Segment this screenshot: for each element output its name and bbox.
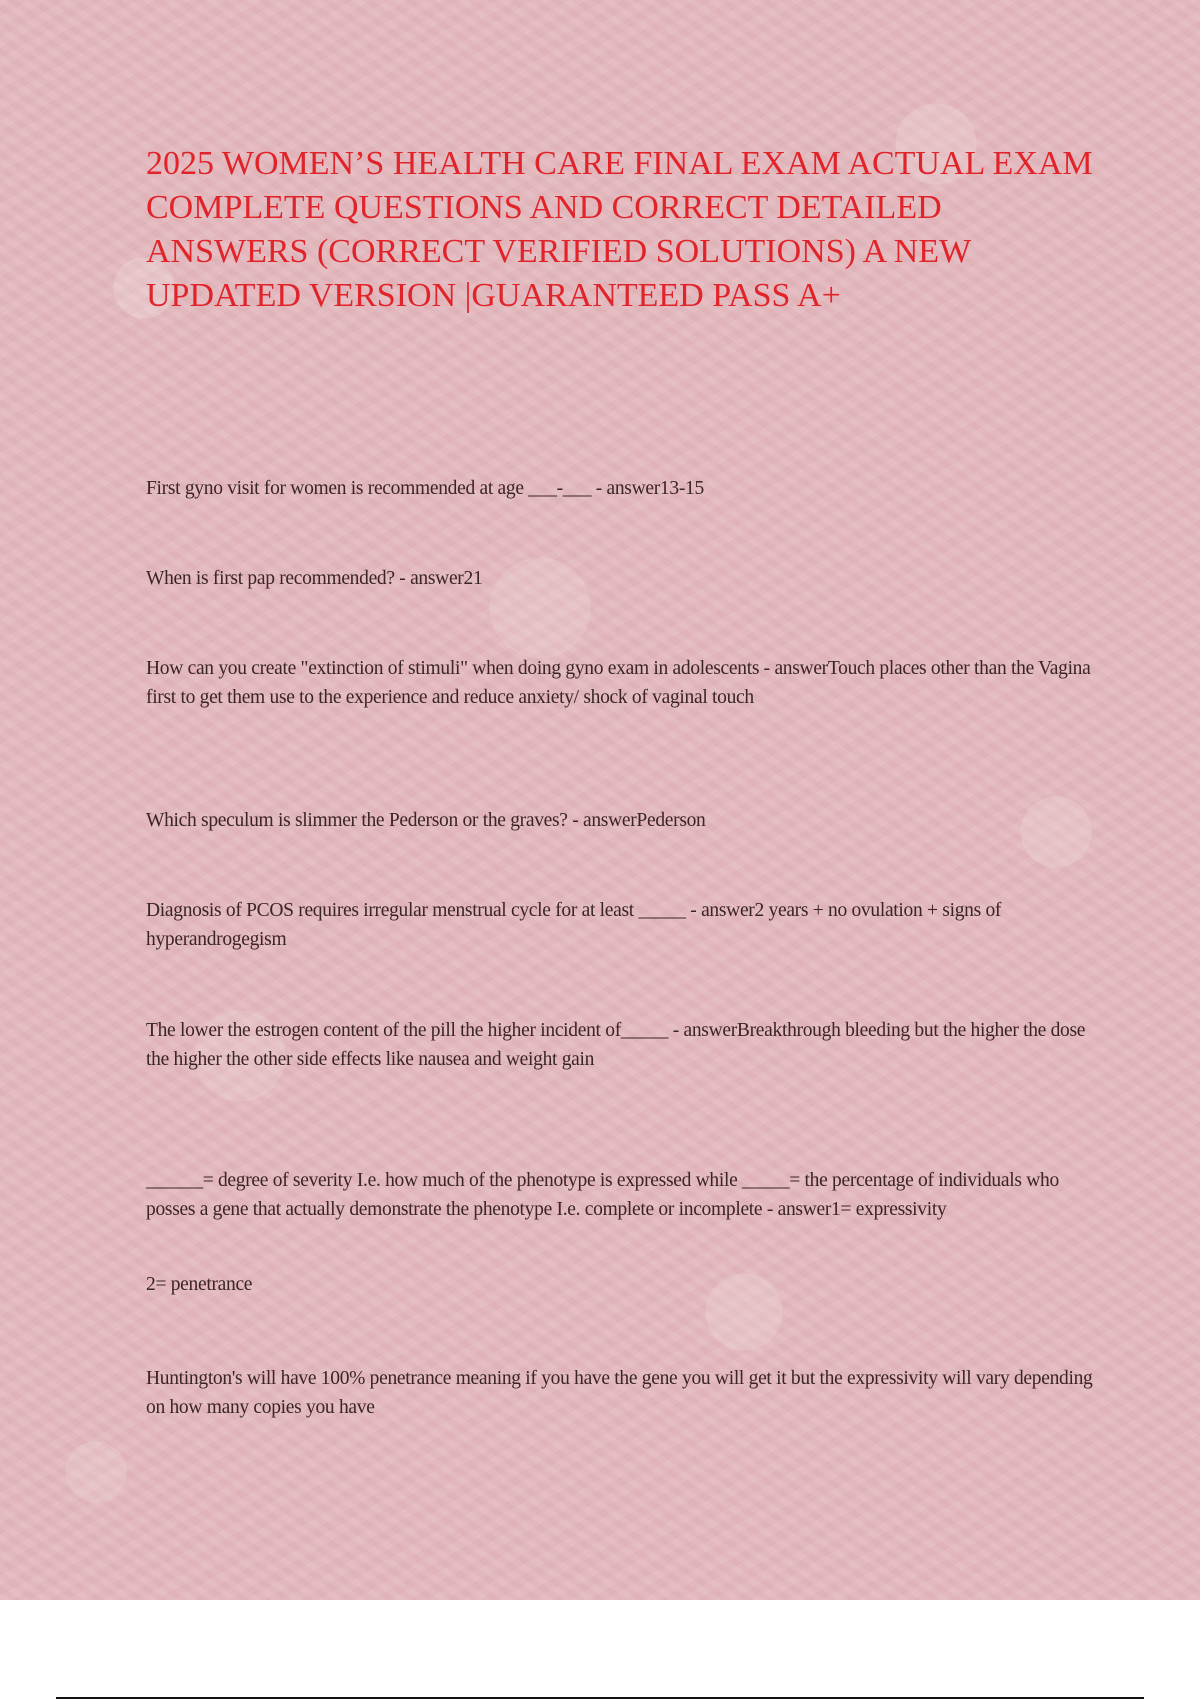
qa-item-expressivity-penetrance: ______= degree of severity I.e. how much of the phenotype is expressed while _____= the percentage of individuals who posses a gene that actually demonstrate the phenotype I.e. complete or incomplete - answer1= expressivity: [146, 1170, 1059, 1220]
qa-item-speculum: Which speculum is slimmer the Pederson or the graves? - answerPederson: [146, 810, 706, 831]
qa-item-first-gyno-visit: First gyno visit for women is recommended at age ___-___ - answer13-15: [146, 478, 704, 499]
qa-item-huntingtons: Huntington's will have 100% penetrance meaning if you have the gene you will get it but the expressivity will vary depending on how many copies you have: [146, 1368, 1093, 1418]
qa-item-estrogen-pill: The lower the estrogen content of the pill the higher incident of_____ - answerBreakthrough bleeding but the higher the dose the higher the other side effects like nausea and weight gain: [146, 1020, 1086, 1070]
document-title: 2025 WOMEN’S HEALTH CARE FINAL EXAM ACTUAL EXAM COMPLETE QUESTIONS AND CORRECT DETAILED ANSWERS (CORRECT VERIFIED SOLUTIONS) A NEW UPDATED VERSION |GUARANTEED PASS A+: [146, 145, 1093, 314]
qa-item-penetrance-answer: 2= penetrance: [146, 1274, 253, 1295]
qa-item-first-pap: When is first pap recommended? - answer21: [146, 568, 483, 589]
qa-item-pcos-diagnosis: Diagnosis of PCOS requires irregular menstrual cycle for at least _____ - answer2 years + no ovulation + signs of hyperandrogegism: [146, 900, 1002, 950]
qa-item-extinction-of-stimuli: How can you create "extinction of stimuli" when doing gyno exam in adolescents - answerTouch places other than the Vagina first to get them use to the experience and reduce anxiety/ shock of vaginal touch: [146, 658, 1091, 708]
footer-rule: [56, 1697, 1144, 1699]
